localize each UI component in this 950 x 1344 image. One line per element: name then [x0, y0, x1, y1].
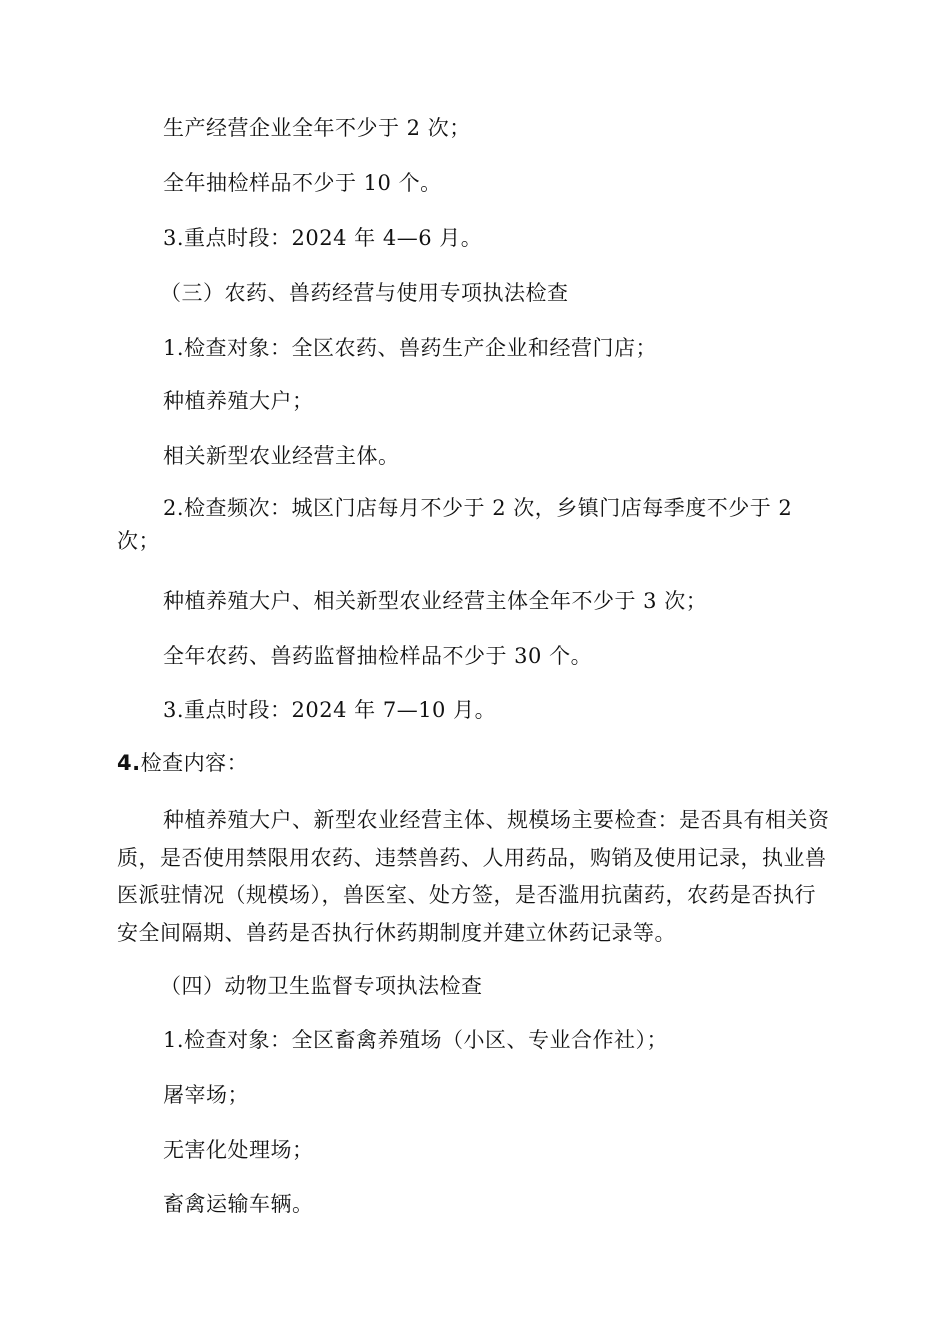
paragraph-animal-targets: 1.检查对象：全区畜禽养殖场（小区、专业合作社）；	[163, 1028, 669, 1052]
paragraph-large-farmers: 种植养殖大户；	[163, 389, 314, 413]
paragraph-supervision-samples: 全年农药、兽药监督抽检样品不少于 30 个。	[163, 644, 593, 668]
paragraph-new-agri-entities: 相关新型农业经营主体。	[163, 444, 400, 468]
paragraph-livestock-vehicles: 畜禽运输车辆。	[163, 1192, 314, 1216]
paragraph-inspection-frequency: 2.检查频次：城区门店每月不少于 2 次，乡镇门店每季度不少于 2 次；	[117, 496, 793, 553]
paragraph-production-frequency: 生产经营企业全年不少于 2 次；	[163, 116, 471, 140]
paragraph-slaughterhouses: 屠宰场；	[163, 1083, 249, 1107]
heading-text: 检查内容：	[140, 751, 249, 775]
paragraph-harmless-treatment: 无害化处理场；	[163, 1138, 314, 1162]
heading-number: 4.	[117, 751, 141, 775]
paragraph-farmers-frequency: 种植养殖大户、相关新型农业经营主体全年不少于 3 次；	[163, 589, 708, 613]
paragraph-inspection-targets: 1.检查对象：全区农药、兽药生产企业和经营门店；	[163, 336, 658, 360]
paragraph-key-period-2: 3.重点时段：2024 年 7—10 月。	[163, 698, 497, 722]
heading-inspection-content	[117, 747, 833, 780]
section-heading-4: （四）动物卫生监督专项执法检查	[160, 974, 483, 998]
paragraph-sample-count: 全年抽检样品不少于 10 个。	[163, 171, 442, 195]
section-heading-3: （三）农药、兽药经营与使用专项执法检查	[160, 281, 569, 305]
paragraph-key-period-1: 3.重点时段：2024 年 4—6 月。	[163, 226, 483, 250]
paragraph-inspection-content-detail: 种植养殖大户、新型农业经营主体、规模场主要检查：是否具有相关资质，是否使用禁限用农药、违禁兽药、人用药品，购销及使用记录，执业兽医派驻情况（规模场），兽医室、处方签，是否滥用抗菌药，农药是否执行安全间隔期、兽药是否执行休药期制度并建立休药记录等。	[117, 808, 830, 945]
